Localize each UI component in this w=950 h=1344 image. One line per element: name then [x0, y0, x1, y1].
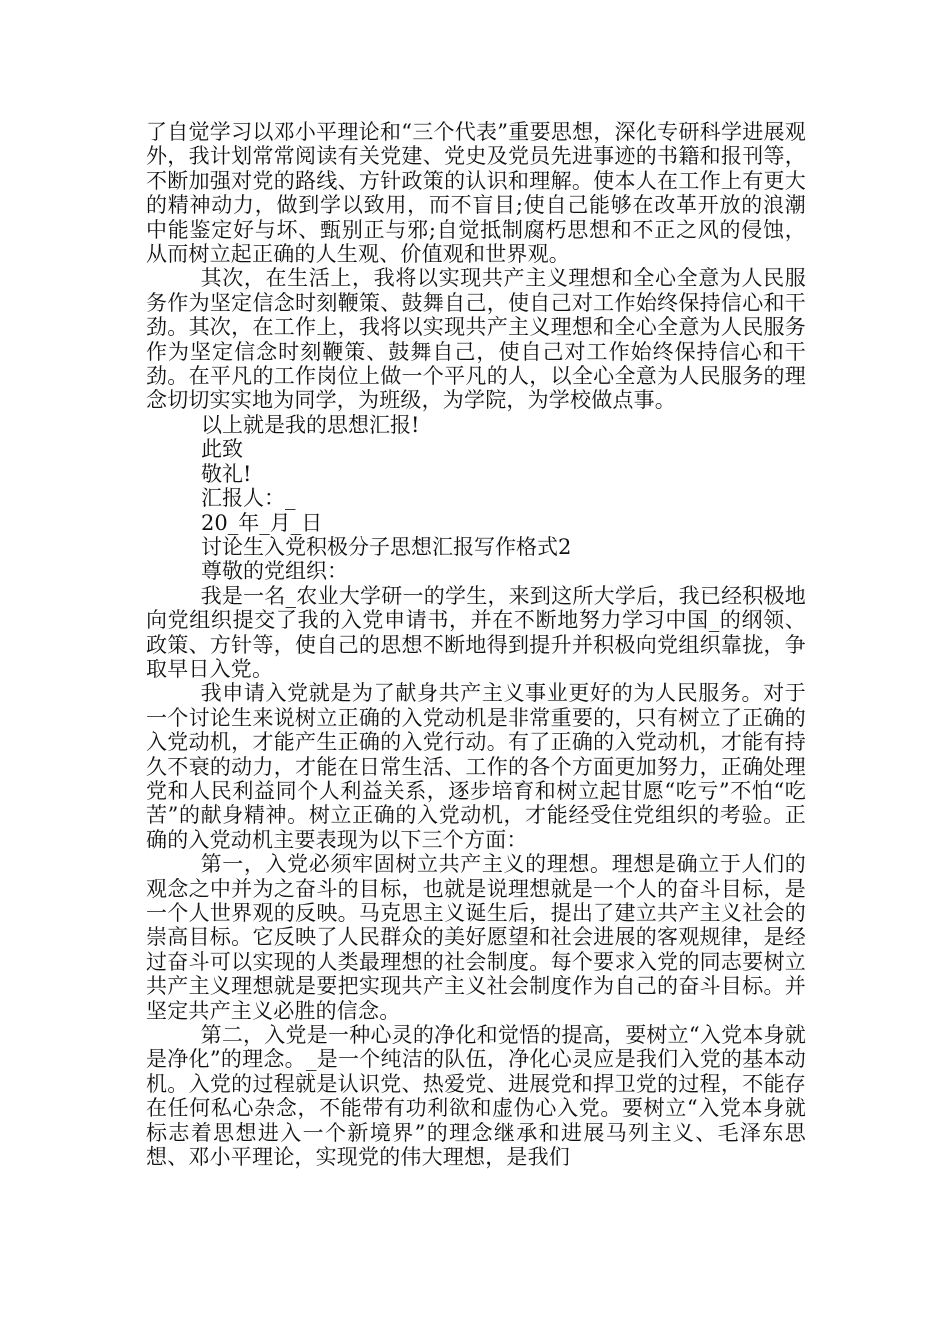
salutation-line-1: 此致 [201, 437, 243, 462]
paragraph-1: 了自觉学习以邓小平理论和“三个代表”重要思想，深化专研科学进展观外，我计划常常阅读有关党建、党史及党员先进事迹的书籍和报刊等，不断加强对党的路线、方针政策的认识和理解。使本人在工作上有更大的精神动力，做到学以致用，而不盲目;使自己能够在改革开放的浪潮中能鉴定好与坏、甄别正与邪;自觉抵制腐朽思想和不正之风的侵蚀，从而树立起正确的人生观、价值观和世界观。 [146, 120, 806, 267]
salutation-line-2: 敬礼! [201, 461, 252, 486]
greeting-line: 尊敬的党组织： [201, 559, 348, 584]
date-line: 20_年_月_日 [201, 510, 323, 535]
document-page [146, 120, 806, 1169]
paragraph-2: 其次，在生活上，我将以实现共产主义理想和全心全意为人民服务作为坚定信念时刻鞭策、鼓舞自己，使自己对工作始终保持信心和干劲。其次，在工作上，我将以实现共产主义理想和全心全意为人民服务作为坚定信念时刻鞭策、鼓舞自己，使自己对工作始终保持信心和干劲。在平凡的工作岗位上做一个平凡的人，以全心全意为人民服务的理念切切实实地为同学，为班级，为学院，为学校做点事。 [146, 266, 806, 413]
paragraph-5: 第一，入党必须牢固树立共产主义的理想。理想是确立于人们的观念之中并为之奋斗的目标，也就是说理想就是一个人的奋斗目标，是一个人世界观的反映。马克思主义诞生后，提出了建立共产主义社会的崇高目标。它反映了人民群众的美好愿望和社会进展的客观规律，是经过奋斗可以实现的人类最理想的社会制度。每个要求入党的同志要树立共产主义理想就是要把实现共产主义社会制度作为自己的奋斗目标。并坚定共产主义必胜的信念。 [146, 852, 806, 1023]
reporter-line: 汇报人：_ [201, 486, 296, 511]
section-title-2: 讨论生入党积极分子思想汇报写作格式2 [201, 534, 572, 559]
paragraph-4: 我申请入党就是为了献身共产主义事业更好的为人民服务。对于一个讨论生来说树立正确的入党动机是非常重要的，只有树立了正确的入党动机，才能产生正确的入党行动。有了正确的入党动机，才能有持久不衰的动力，才能在日常生活、工作的各个方面更加努力，正确处理党和人民利益同个人利益关系，逐步培育和树立起甘愿“吃亏”不怕“吃苦”的献身精神。树立正确的入党动机，才能经受住党组织的考验。正确的入党动机主要表现为以下三个方面： [146, 681, 806, 852]
closing-line: 以上就是我的思想汇报! [201, 412, 420, 437]
paragraph-3: 我是一名_农业大学研一的学生，来到这所大学后，我已经积极地向党组织提交了我的入党申请书，并在不断地努力学习中国_的纲领、政策、方针等，使自己的思想不断地得到提升并积极向党组织靠拢，争取早日入党。 [146, 583, 806, 681]
paragraph-6: 第二，入党是一种心灵的净化和觉悟的提高，要树立“入党本身就是净化”的理念。_是一个纯洁的队伍，净化心灵应是我们入党的基本动机。入党的过程就是认识党、热爱党、进展党和捍卫党的过程，不能存在任何私心杂念，不能带有功利欲和虚伪心入党。要树立“入党本身就标志着思想进入一个新境界”的理念继承和进展马列主义、毛泽东思想、邓小平理论，实现党的伟大理想，是我们 [146, 1023, 806, 1170]
